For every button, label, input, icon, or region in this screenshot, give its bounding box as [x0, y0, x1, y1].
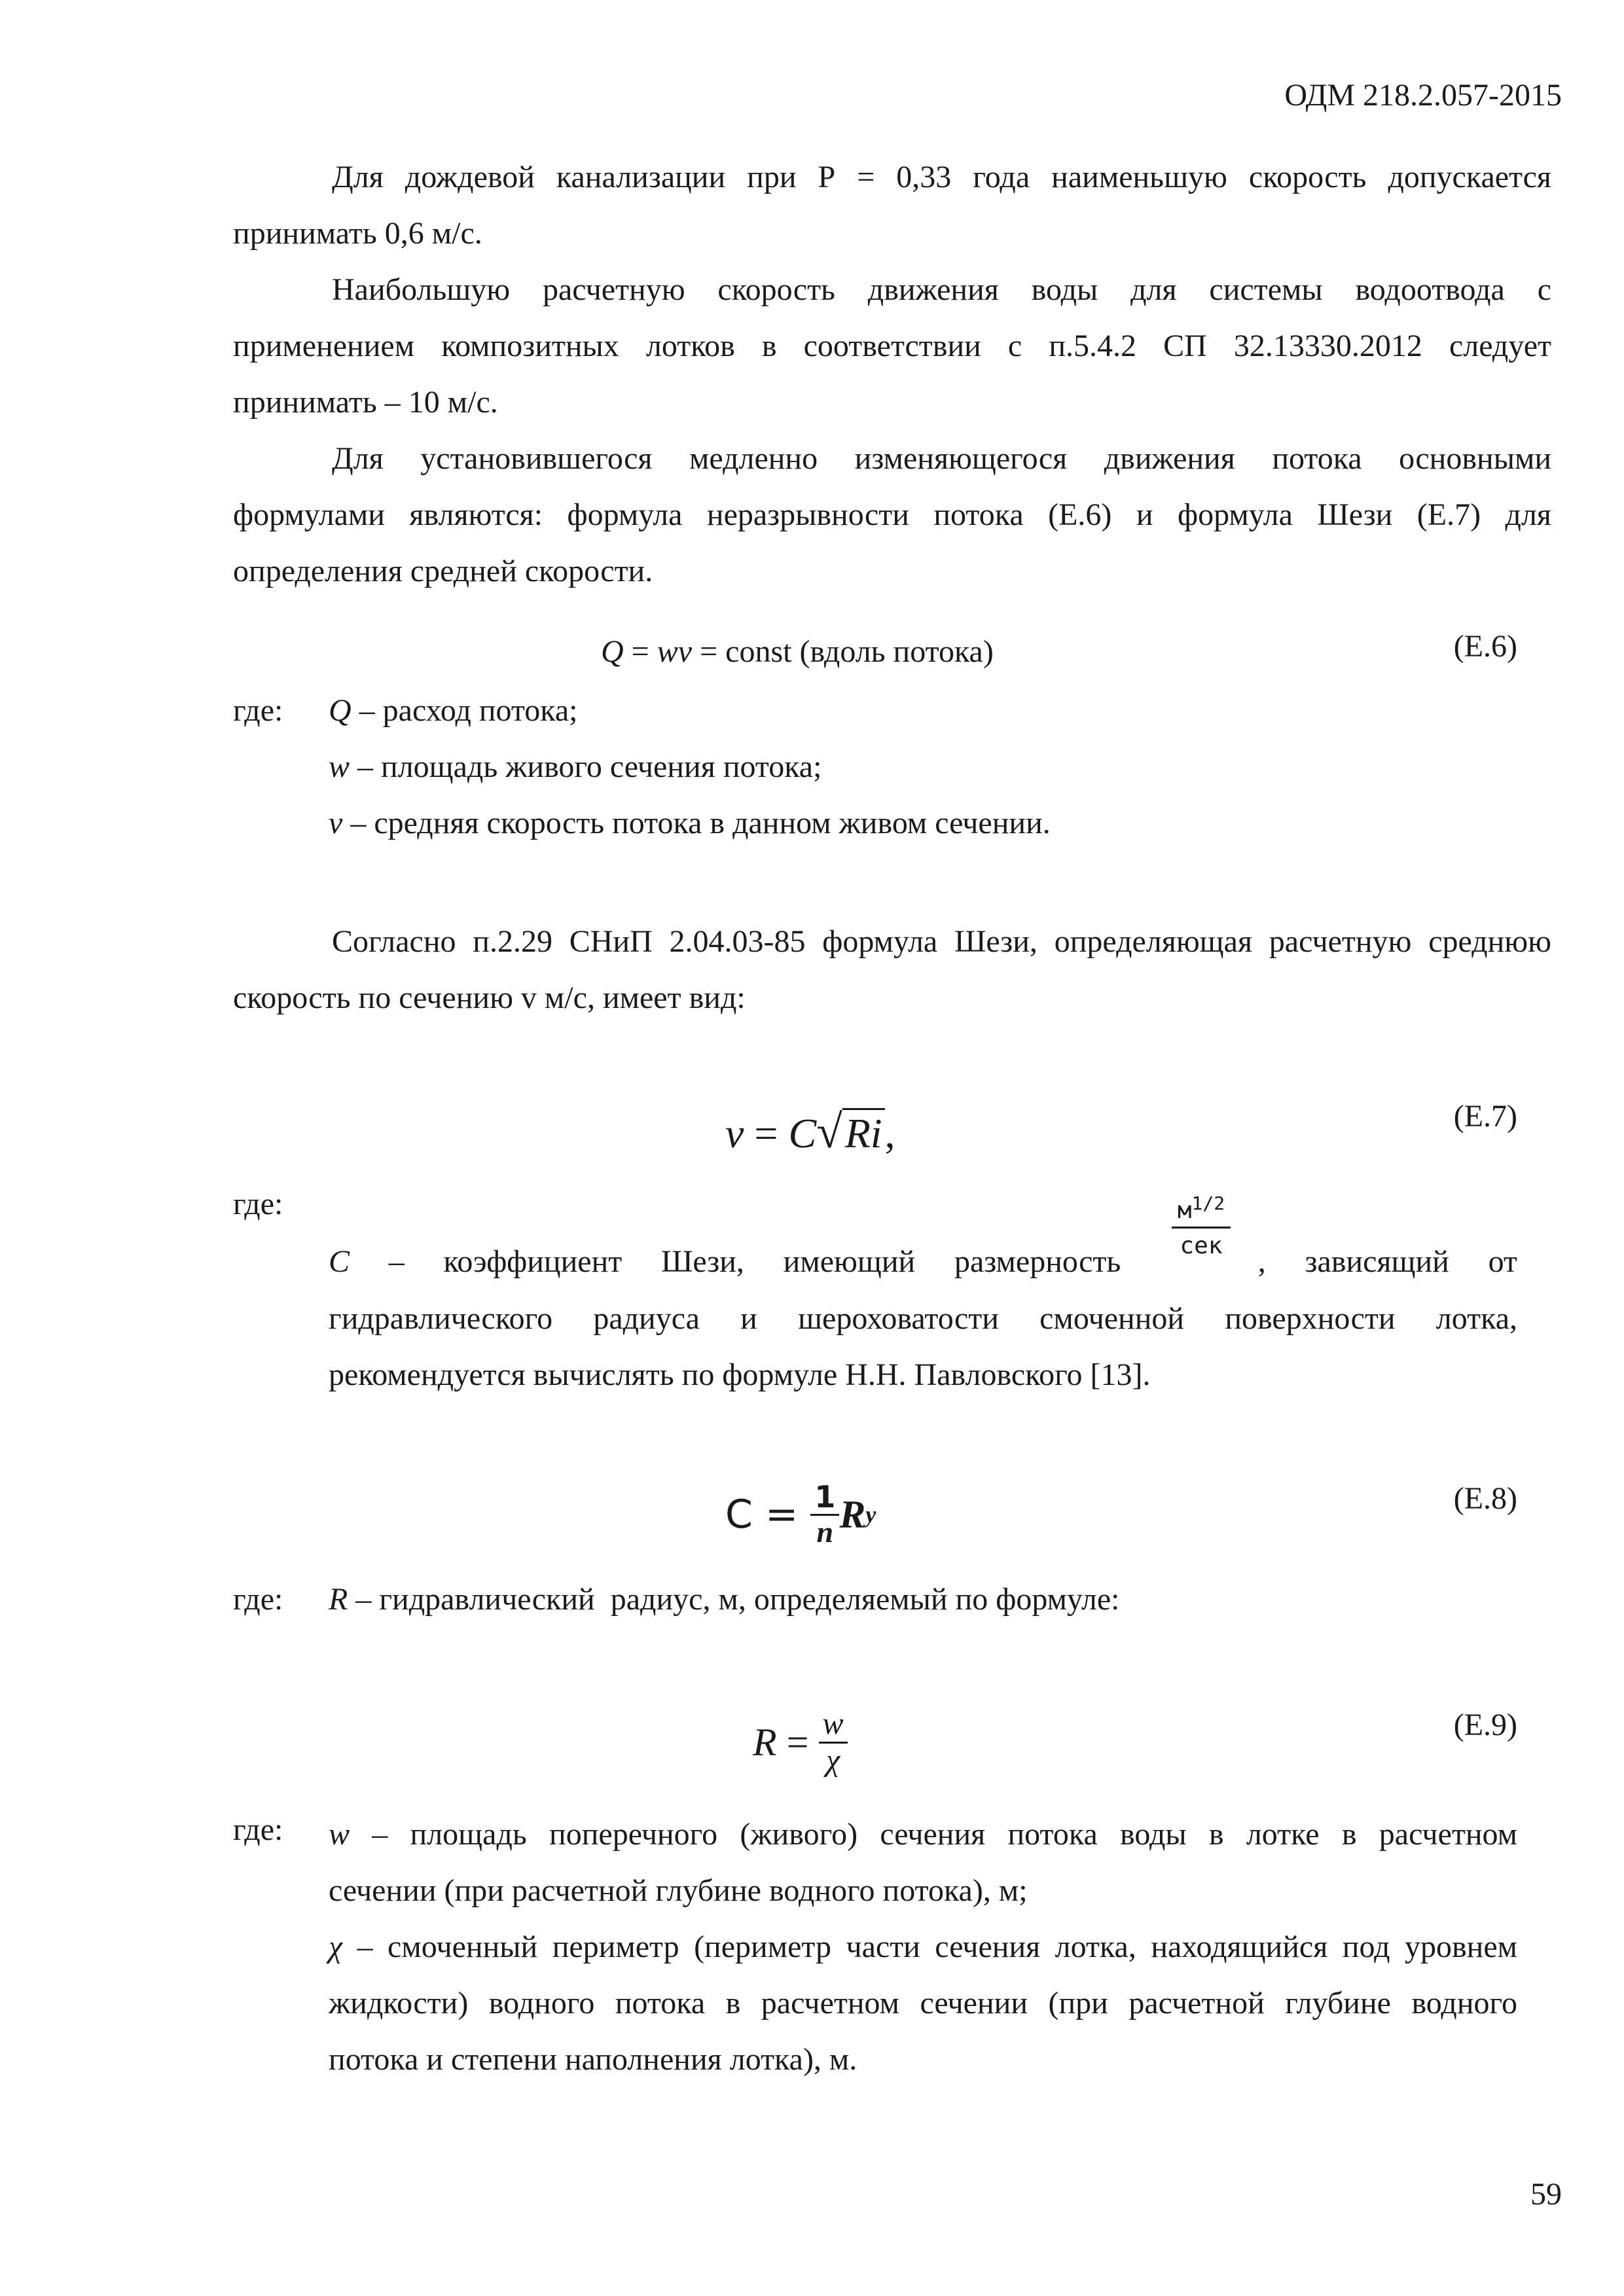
def-text: – смоченный периметр (периметр части сечения лотка, находящийся под уровнем: [342, 1929, 1517, 1964]
def-line: [329, 1806, 1517, 1863]
definition-r: [329, 1581, 1120, 1617]
eq-exponent: y: [865, 1501, 876, 1528]
def-word: зависящий: [1305, 1244, 1449, 1279]
where-label: где:: [233, 1812, 283, 1847]
def-text: – гидравлический радиус, м, определяемый по формуле:: [348, 1582, 1120, 1617]
definition-w: [329, 749, 821, 785]
document-code: ОДМ 218.2.057-2015: [1284, 78, 1562, 113]
paragraph-rain-sewer: [233, 149, 1551, 262]
definition-v: [329, 805, 1051, 841]
unit-numerator: [1172, 1193, 1231, 1229]
def-line: жидкости) водного потока в расчетном сечении (при расчетной глубине водного: [329, 1986, 1517, 2020]
def-line: рекомендуется вычислять по формуле Н.Н. Павловского [13].: [329, 1357, 1151, 1392]
paragraph-line: принимать – 10 м/с.: [233, 385, 498, 420]
unit-spacer: [1160, 1244, 1219, 1280]
eq-symbol: v: [725, 1110, 744, 1157]
eq-symbol: Q: [601, 634, 624, 669]
def-word: от: [1488, 1244, 1517, 1279]
def-text: – площадь поперечного (живого) сечения потока воды в лотке в расчетном: [350, 1817, 1517, 1852]
where-label: где:: [233, 1582, 283, 1617]
def-symbol: R: [329, 1582, 348, 1617]
paragraph-flow-formulas: [233, 431, 1551, 600]
sqrt-radicand: Ri: [842, 1108, 885, 1157]
definition-c-rest: [329, 1291, 1517, 1403]
def-symbol: v: [329, 806, 343, 840]
paragraph-line: применением композитных лотков в соответствии с п.5.4.2 СП 32.13330.2012 следует: [233, 329, 1551, 363]
fraction-numerator: w: [819, 1707, 848, 1744]
definition-q: [329, 692, 578, 728]
eq-symbol: C: [725, 1492, 753, 1538]
def-word: размерность: [954, 1244, 1121, 1279]
paragraph-max-speed: [233, 262, 1551, 431]
paragraph-line: Для дождевой канализации при Р = 0,33 года наименьшую скорость допускается: [332, 160, 1551, 194]
paragraph-line: формулами являются: формула неразрывности потока (Е.6) и формула Шези (Е.7) для: [233, 497, 1551, 532]
equation-continuity: [601, 634, 994, 670]
unit-denominator: сек: [1180, 1232, 1223, 1259]
equation-hydraulic-radius: [753, 1707, 848, 1778]
def-text: – средняя скорость потока в данном живом сечении.: [342, 806, 1051, 840]
def-symbol: w: [329, 749, 350, 784]
def-line: [329, 1919, 1517, 1975]
def-word: Шези,: [660, 1244, 744, 1279]
definition-chi: [329, 1919, 1517, 2088]
equation-pavlovsky: [725, 1480, 876, 1549]
fraction-numerator: 1: [810, 1480, 839, 1516]
paragraph-line: определения средней скорости.: [233, 554, 653, 588]
def-word: –: [388, 1244, 405, 1279]
page-number: 59: [1530, 2177, 1562, 2212]
def-symbol: C: [329, 1244, 350, 1279]
equation-number: (Е.6): [1453, 629, 1517, 664]
eq-symbol: R: [753, 1720, 777, 1764]
eq-operator: =: [744, 1110, 789, 1157]
sqrt-sign: √: [816, 1105, 842, 1158]
def-line: сечении (при расчетной глубине водного потока), м;: [329, 1873, 1028, 1908]
eq-fraction: [810, 1480, 839, 1549]
definition-c-line1: [329, 1244, 1517, 1280]
def-symbol: Q: [329, 693, 352, 728]
eq-symbol: C: [788, 1110, 817, 1157]
def-word: ,: [1257, 1244, 1266, 1279]
unit-base: м: [1177, 1197, 1192, 1224]
paragraph-line: Наибольшую расчетную скорость движения воды для системы водоотвода с: [332, 272, 1551, 307]
equation-chezy: [725, 1105, 895, 1159]
paragraph-chezy-intro: [233, 914, 1551, 1026]
fraction-denominator: χ: [825, 1742, 840, 1778]
eq-operator: =: [776, 1720, 819, 1764]
eq-fraction: [819, 1707, 848, 1778]
eq-symbol: R: [839, 1492, 866, 1536]
eq-punct: ,: [884, 1110, 895, 1157]
eq-text: = const (вдоль потока): [692, 634, 994, 669]
eq-symbol: wv: [657, 634, 693, 669]
paragraph-line: принимать 0,6 м/с.: [233, 216, 482, 251]
eq-operator: =: [623, 634, 657, 669]
def-text: – площадь живого сечения потока;: [350, 749, 822, 784]
paragraph-line: Для установившегося медленно изменяющегося движения потока основными: [332, 441, 1551, 476]
def-word: коэффициент: [443, 1244, 623, 1279]
def-word: имеющий: [783, 1244, 916, 1279]
def-symbol: χ: [329, 1929, 343, 1964]
def-line: потока и степени наполнения лотка), м.: [329, 2042, 857, 2077]
fraction-denominator: n: [816, 1515, 834, 1549]
where-label: где:: [233, 693, 283, 728]
equation-number: (Е.8): [1453, 1481, 1517, 1516]
definition-w-area: [329, 1806, 1517, 1919]
eq-operator: =: [752, 1492, 811, 1538]
def-symbol: w: [329, 1817, 350, 1852]
equation-number: (Е.7): [1453, 1099, 1517, 1134]
def-line: гидравлического радиуса и шероховатости смоченной поверхности лотка,: [329, 1301, 1517, 1336]
where-label: где:: [233, 1187, 283, 1221]
def-text: – расход потока;: [351, 693, 578, 728]
paragraph-line: скорость по сечению v м/с, имеет вид:: [233, 980, 746, 1015]
paragraph-line: Согласно п.2.29 СНиП 2.04.03-85 формула Шези, определяющая расчетную среднюю: [332, 924, 1551, 959]
equation-number: (Е.9): [1453, 1708, 1517, 1742]
unit-exponent: 1/2: [1191, 1193, 1225, 1214]
